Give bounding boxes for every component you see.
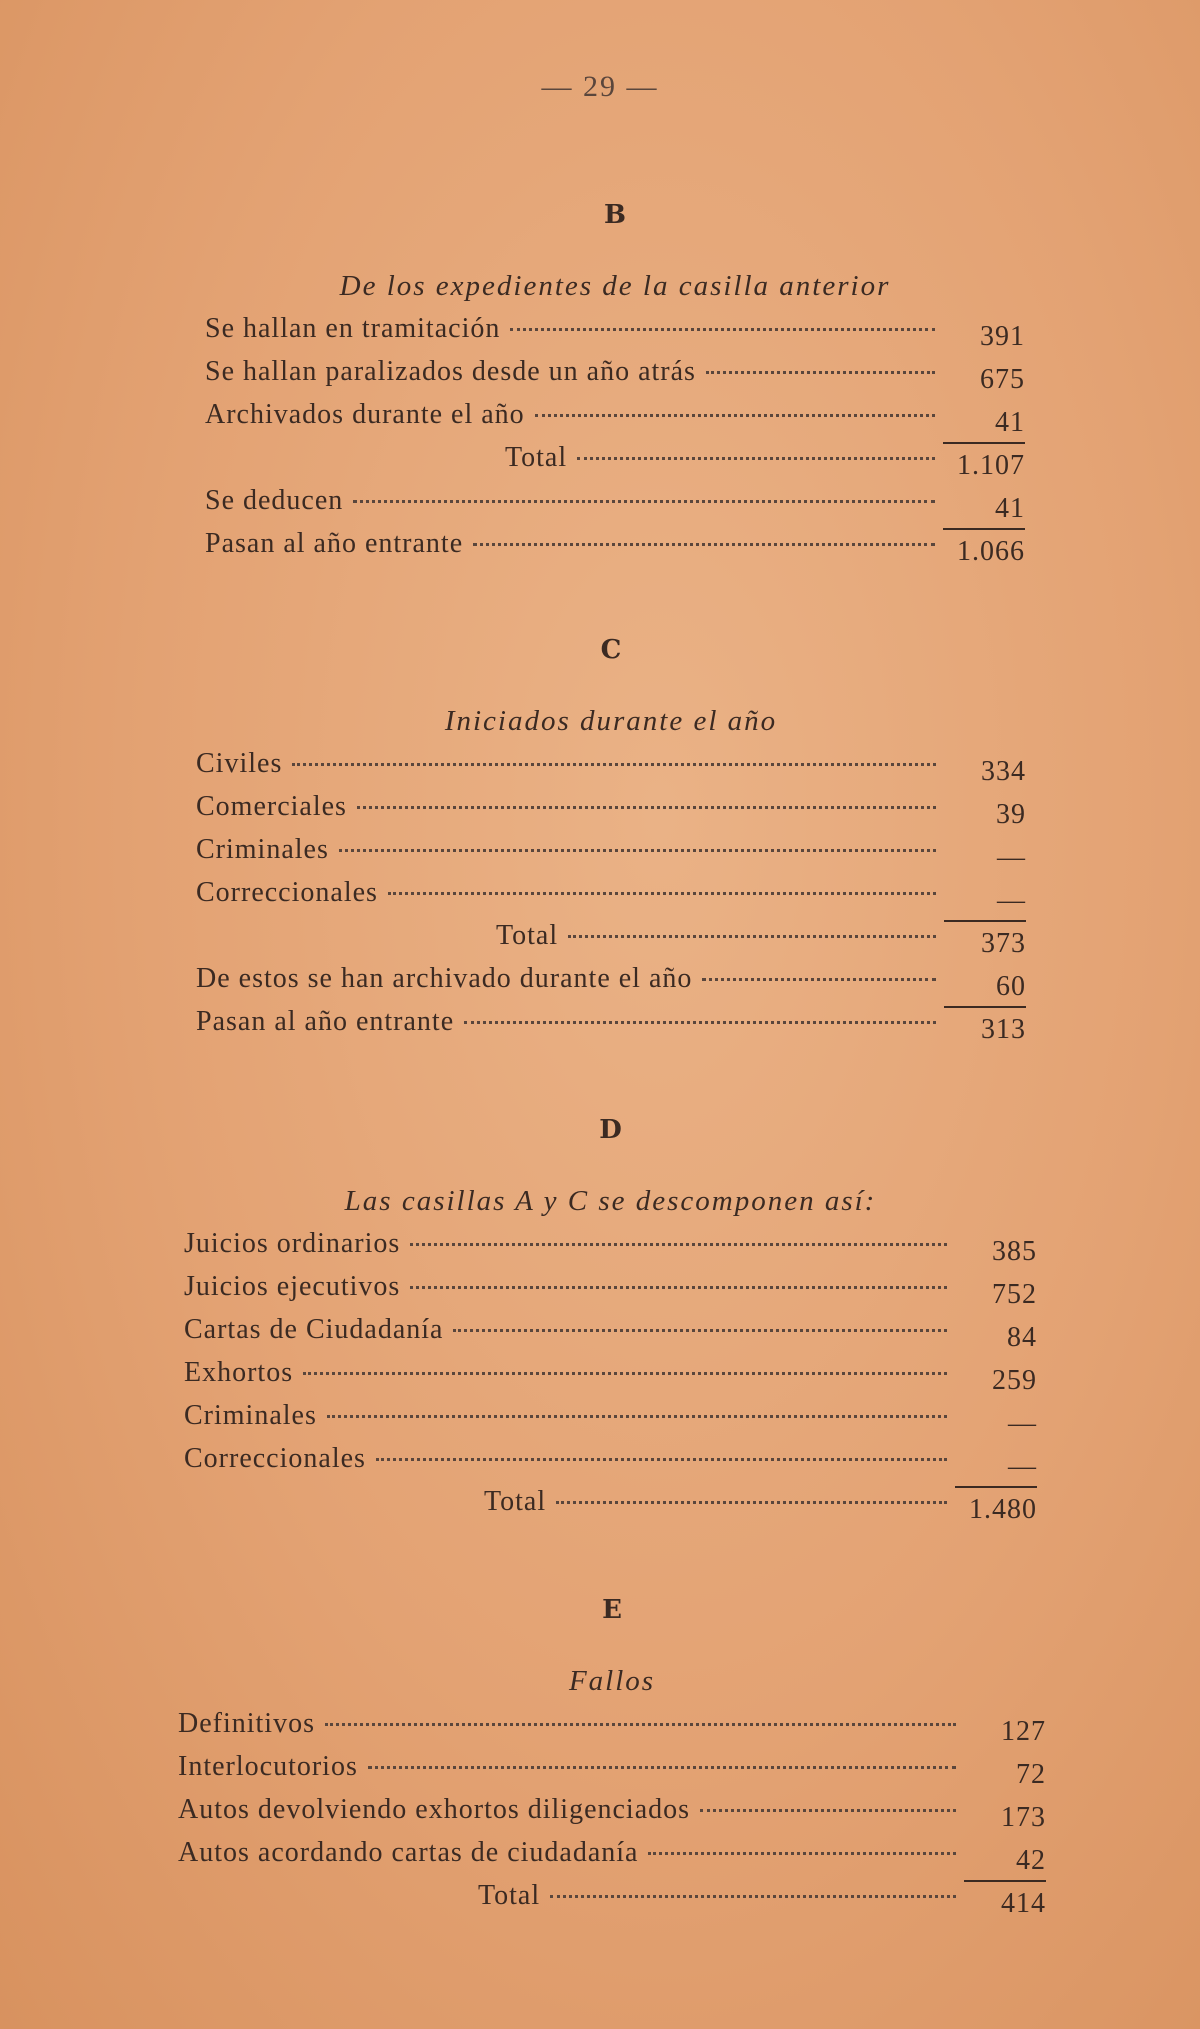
page-number: — 29 — xyxy=(541,70,659,103)
row-label: Interlocutorios xyxy=(178,1751,358,1782)
dot-leader xyxy=(303,1372,947,1375)
row-value: 41 xyxy=(995,407,1025,438)
dot-leader xyxy=(648,1852,956,1855)
row-value: 391 xyxy=(980,321,1025,352)
dot-leader xyxy=(292,763,936,766)
row-value: 41 xyxy=(995,493,1025,524)
table-row xyxy=(184,1271,1037,1314)
dot-leader xyxy=(550,1895,956,1898)
dot-leader xyxy=(702,978,936,981)
dot-leader xyxy=(700,1809,956,1812)
row-value: 373 xyxy=(981,928,1026,959)
table-row xyxy=(184,1228,1037,1271)
section-letter: B xyxy=(604,200,626,230)
row-label: Comerciales xyxy=(196,791,347,822)
row-value: 414 xyxy=(1001,1888,1046,1919)
total-row xyxy=(178,1880,1046,1923)
dot-leader xyxy=(339,849,936,852)
row-label: Correccionales xyxy=(196,877,378,908)
dot-leader xyxy=(577,457,935,460)
section-letter: E xyxy=(602,1595,622,1625)
row-label: Total xyxy=(496,920,559,951)
total-row xyxy=(184,1486,1037,1529)
row-value: — xyxy=(1008,1408,1037,1439)
dot-leader xyxy=(368,1766,956,1769)
row-value: 334 xyxy=(981,756,1026,787)
section-letter: C xyxy=(600,635,622,665)
section-heading: Fallos xyxy=(568,1665,656,1697)
table-row xyxy=(205,356,1025,399)
table-row xyxy=(178,1794,1046,1837)
dot-leader xyxy=(473,543,935,546)
section-heading: Las casillas A y C se descomponen así: xyxy=(344,1185,877,1217)
table-row xyxy=(184,1443,1037,1486)
row-value: 385 xyxy=(992,1236,1037,1267)
table-row xyxy=(184,1314,1037,1357)
row-value: 1.066 xyxy=(957,536,1025,567)
row-label: De estos se han archivado durante el año xyxy=(196,963,693,994)
table-row xyxy=(184,1357,1037,1400)
row-value: — xyxy=(997,842,1026,873)
row-label: Total xyxy=(505,442,568,473)
dot-leader xyxy=(510,328,935,331)
table-row xyxy=(196,1006,1026,1049)
dot-leader xyxy=(706,371,935,374)
row-label: Cartas de Ciudadanía xyxy=(184,1314,444,1345)
table-row xyxy=(184,1400,1037,1443)
dot-leader xyxy=(568,935,936,938)
table-row xyxy=(196,748,1026,791)
row-label: Se hallan paralizados desde un año atrás xyxy=(205,356,696,387)
dot-leader xyxy=(410,1286,947,1289)
row-value: 72 xyxy=(1016,1759,1046,1790)
row-label: Criminales xyxy=(184,1400,317,1431)
dot-leader xyxy=(376,1458,947,1461)
table-row xyxy=(196,791,1026,834)
table-row xyxy=(205,313,1025,356)
row-label: Criminales xyxy=(196,834,329,865)
table-row xyxy=(178,1708,1046,1751)
section-heading: Iniciados durante el año xyxy=(444,705,778,737)
table-row xyxy=(196,877,1026,920)
row-value: 259 xyxy=(992,1365,1037,1396)
row-label: Pasan al año entrante xyxy=(205,528,464,559)
dot-leader xyxy=(325,1723,956,1726)
table-row xyxy=(178,1837,1046,1880)
section-b xyxy=(205,200,1025,571)
table-row xyxy=(205,528,1025,571)
table-row xyxy=(196,834,1026,877)
row-value: 1.107 xyxy=(957,450,1025,481)
row-label: Civiles xyxy=(196,748,283,779)
row-label: Total xyxy=(478,1880,541,1911)
row-label: Se deducen xyxy=(205,485,344,516)
table-row xyxy=(205,399,1025,442)
row-value: — xyxy=(1008,1451,1037,1482)
row-value: 60 xyxy=(996,971,1026,1002)
section-heading: De los expedientes de la casilla anterior xyxy=(339,270,891,302)
row-value: 173 xyxy=(1001,1802,1046,1833)
dot-leader xyxy=(453,1329,947,1332)
section-letter: D xyxy=(599,1115,622,1145)
section-c xyxy=(196,635,1026,1049)
row-label: Exhortos xyxy=(184,1357,294,1388)
row-value: 42 xyxy=(1016,1845,1046,1876)
dot-leader xyxy=(410,1243,947,1246)
row-value: 127 xyxy=(1001,1716,1046,1747)
row-label: Juicios ejecutivos xyxy=(184,1271,401,1302)
dot-leader xyxy=(556,1501,947,1504)
total-row xyxy=(205,442,1025,485)
row-value: — xyxy=(997,885,1026,916)
dot-leader xyxy=(327,1415,947,1418)
row-label: Total xyxy=(484,1486,547,1517)
row-label: Autos acordando cartas de ciudadanía xyxy=(178,1837,639,1868)
row-label: Correccionales xyxy=(184,1443,366,1474)
row-value: 752 xyxy=(992,1279,1037,1310)
row-value: 1.480 xyxy=(969,1494,1037,1525)
dot-leader xyxy=(464,1021,936,1024)
row-label: Autos devolviendo exhortos diligenciados xyxy=(178,1794,691,1825)
table-row xyxy=(196,963,1026,1006)
row-label: Juicios ordinarios xyxy=(184,1228,401,1259)
dot-leader xyxy=(388,892,936,895)
table-row xyxy=(205,485,1025,528)
dot-leader xyxy=(353,500,935,503)
dot-leader xyxy=(535,414,935,417)
total-row xyxy=(196,920,1026,963)
table-row xyxy=(178,1751,1046,1794)
row-value: 84 xyxy=(1007,1322,1037,1353)
row-value: 313 xyxy=(981,1014,1026,1045)
row-value: 675 xyxy=(980,364,1025,395)
dot-leader xyxy=(357,806,936,809)
section-d xyxy=(184,1115,1037,1529)
row-label: Se hallan en tramitación xyxy=(205,313,501,344)
row-label: Archivados durante el año xyxy=(205,399,525,430)
row-label: Definitivos xyxy=(178,1708,315,1739)
row-label: Pasan al año entrante xyxy=(196,1006,455,1037)
row-value: 39 xyxy=(996,799,1026,830)
section-e xyxy=(178,1595,1046,1923)
